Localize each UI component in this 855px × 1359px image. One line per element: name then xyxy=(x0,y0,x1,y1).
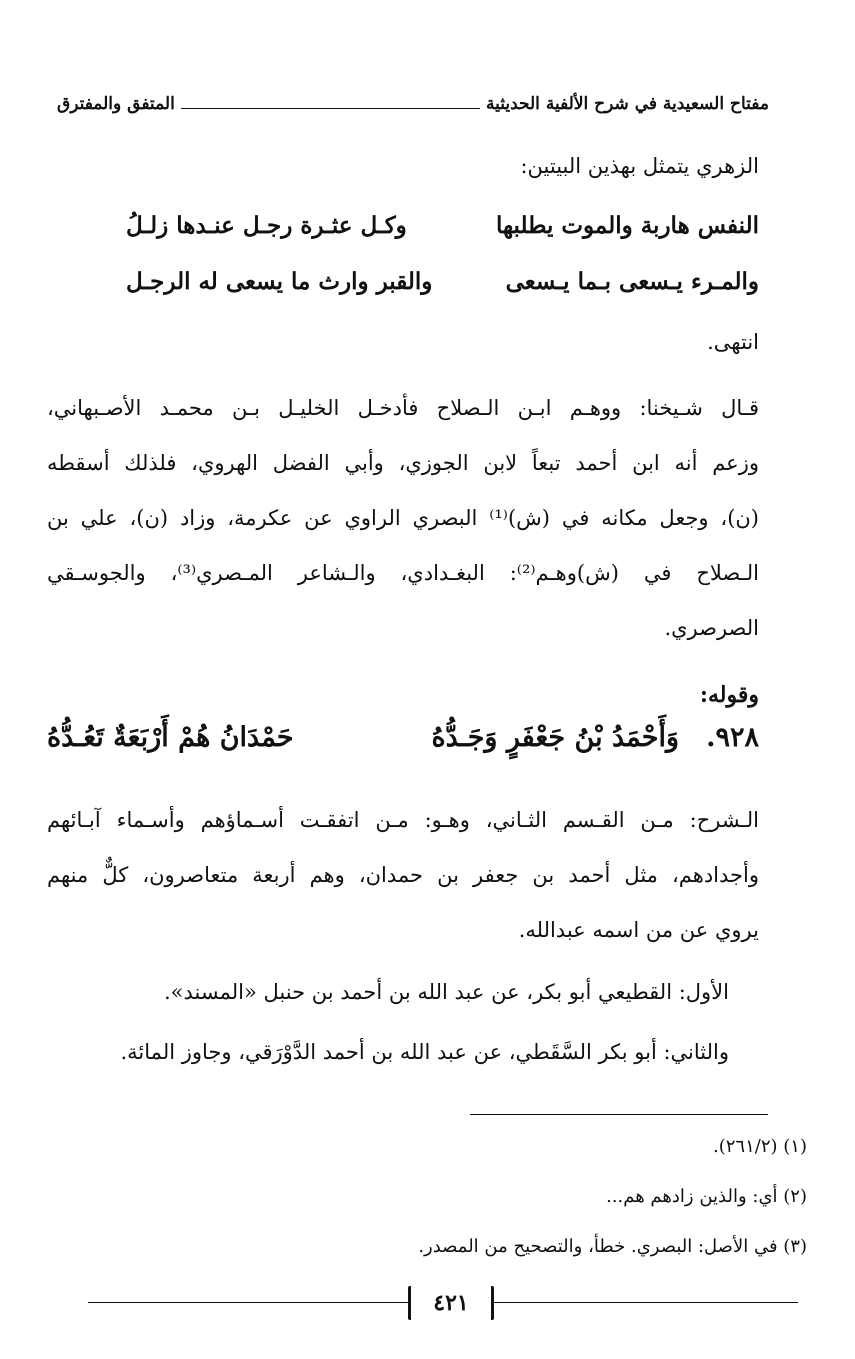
running-header xyxy=(57,86,769,122)
verse-second-hemistich: حَمْدَانُ هُمْ أَرْبَعَةٌ تَعُـدُّهُ xyxy=(47,722,294,753)
footnote-divider xyxy=(470,1114,768,1115)
paragraph1-line: قـال شـيخنا: ووهـم ابـن الـصلاح فأدخـل الخليـل بـن محمـد الأصـبهاني، xyxy=(47,396,759,420)
verse-2-second: والقبر وارث ما يسعى له الرجـل xyxy=(126,268,433,295)
paragraph2-line: الـشرح: مـن القـسم الثـاني، وهـو: مـن اتفقـت أسـماؤهم وأسـماء آبـائهم xyxy=(47,808,759,832)
paragraph2-line: وأجدادهم، مثل أحمد بن جعفر بن حمدان، وهم أربعة متعاصرون، كلٌّ منهم xyxy=(47,863,759,887)
paragraph1-line: (ن)، وجعل مكانه في (ش)⁽¹⁾ البصري الراوي عن عكرمة، وزاد (ن)، علي بن xyxy=(47,506,760,530)
page-number: ٤٢١ xyxy=(408,1286,494,1320)
section-title: المتفق والمفترق xyxy=(57,94,175,114)
book-title: مفتاح السعيدية في شرح الألفية الحديثية xyxy=(486,94,769,114)
intro-line: الزهري يتمثل بهذين البيتين: xyxy=(520,154,759,178)
paragraph1-line: الصرصري. xyxy=(664,616,759,640)
verse-first-hemistich: وَأَحْمَدُ بْنُ جَعْفَرٍ وَجَـدُّهُ xyxy=(431,722,679,753)
waqawluhu-label: وقوله: xyxy=(699,682,759,708)
footnote-3: (٣) في الأصل: البصري. خطأ، والتصحيح من المصدر. xyxy=(418,1236,807,1257)
header-rule xyxy=(181,108,480,109)
alfiya-verse xyxy=(47,722,759,772)
second-narrator: والثاني: أبو بكر السَّقَطي، عن عبد الله بن أحمد الدَّوْرَقي، وجاوز المائة. xyxy=(120,1040,729,1064)
footnote-2: (٢) أي: والذين زادهم هم... xyxy=(606,1186,807,1207)
verse-1-second: وكـل عثـرة رجـل عنـدها زلـلُ xyxy=(126,212,407,239)
intaha-line: انتهى. xyxy=(707,330,759,354)
verse-2-first: والمـرء يـسعى بـما يـسعى xyxy=(505,268,759,295)
verse-1-first: النفس هاربة والموت يطلبها xyxy=(495,212,759,239)
paragraph2-line: يروي عن من اسمه عبدالله. xyxy=(518,918,759,942)
verse-number: ٩٢٨. xyxy=(706,722,759,753)
paragraph1-line: الـصلاح في (ش)وهـم⁽²⁾: البغـدادي، والـشاعر المـصري⁽³⁾، والجوسـقي xyxy=(47,561,760,585)
first-narrator: الأول: القطيعي أبو بكر، عن عبد الله بن أحمد بن حنبل «المسند». xyxy=(164,980,729,1004)
footnote-1: (١) (٢٦١/٢). xyxy=(713,1136,807,1157)
paragraph1-line: وزعم أنه ابن أحمد تبعاً لابن الجوزي، وأبي الفضل الهروي، فلذلك أسقطه xyxy=(47,451,759,475)
